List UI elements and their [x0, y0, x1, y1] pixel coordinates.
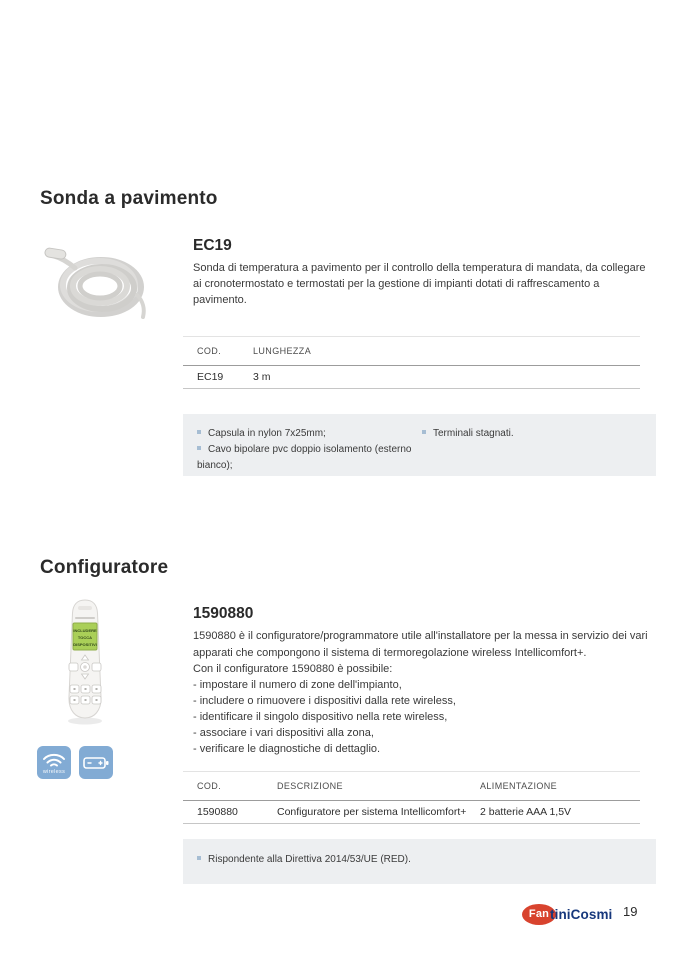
section-title-configuratore: Configuratore — [40, 557, 169, 578]
section-title-sonda: Sonda a pavimento — [40, 188, 218, 209]
bullet-square-icon — [197, 856, 201, 860]
table-row — [183, 366, 640, 388]
bullet-square-icon — [422, 430, 426, 434]
cell-cod: EC19 — [197, 371, 224, 383]
product-image-configurator — [56, 597, 114, 732]
battery-icon — [83, 755, 109, 771]
brand-logo-prefix: Fan — [528, 908, 550, 920]
column-header-descrizione: DESCRIZIONE — [277, 781, 343, 791]
brand-logo — [522, 903, 618, 925]
cell-alimentazione: 2 batterie AAA 1,5V — [480, 806, 572, 818]
column-header-cod: COD. — [197, 781, 222, 791]
column-header-cod: COD. — [197, 346, 222, 356]
configurator-intro2: Con il configuratore 1590880 è possibile: — [193, 663, 393, 675]
product-code-ec19: EC19 — [193, 237, 232, 254]
feature-item: Rispondente alla Direttiva 2014/53/UE (RED). — [197, 852, 646, 868]
capability-item: - associare i vari dispositivi alla zona, — [193, 727, 374, 739]
battery-badge — [79, 746, 113, 779]
bullet-square-icon — [197, 430, 201, 434]
cable-illustration — [44, 233, 150, 329]
table-row — [183, 801, 640, 823]
feature-item: Terminali stagnati. — [422, 426, 646, 442]
feature-item: Cavo bipolare pvc doppio isolamento (esterno bianco); — [197, 444, 412, 471]
divider — [183, 823, 640, 824]
table-header-row — [183, 772, 640, 800]
spec-table-ec19 — [183, 336, 640, 389]
feature-box-1590880 — [183, 839, 656, 884]
wireless-badge-label: wireless — [42, 768, 66, 775]
badge-row — [37, 746, 113, 779]
page-number: 19 — [623, 904, 638, 919]
divider — [183, 388, 640, 389]
cell-cod: 1590880 — [197, 806, 238, 818]
configurator-illustration — [56, 597, 114, 727]
feature-item: Capsula in nylon 7x25mm; — [197, 426, 422, 442]
lcd-line: TOCCA — [77, 635, 93, 640]
configurator-intro: 1590880 è il configuratore/programmatore utile all'installatore per la messa in servizio dei vari apparati che compongono il sistema di termoregolazione wireless Intellicomfort+. — [193, 630, 648, 659]
lcd-line: INCLUDERE — [73, 628, 97, 633]
capability-item: - identificare il singolo dispositivo nella rete wireless, — [193, 711, 448, 723]
column-header-lunghezza: LUNGHEZZA — [253, 346, 312, 356]
product-description-ec19: Sonda di temperatura a pavimento per il controllo della temperatura di mandata, da collegare ai cronotermostato e termostati per la gestione di impianti dotati di raffrescamento a pavimento. — [193, 262, 646, 306]
capability-item: - includere o rimuovere i dispositivi dalla rete wireless, — [193, 695, 456, 707]
column-header-alimentazione: ALIMENTAZIONE — [480, 781, 558, 791]
cell-lunghezza: 3 m — [253, 371, 271, 383]
wifi-icon — [42, 751, 66, 768]
product-image-cable — [44, 233, 150, 334]
capability-item: - impostare il numero di zone dell'impianto, — [193, 679, 402, 691]
wireless-badge — [37, 746, 71, 779]
brand-logo-text: tiniCosmi — [550, 906, 613, 922]
spec-table-1590880 — [183, 771, 640, 824]
lcd-line: DISPOSITIVI — [73, 642, 97, 647]
capability-item: - verificare le diagnostiche di dettaglio. — [193, 743, 381, 755]
configurator-text-block — [193, 628, 655, 757]
product-code-1590880: 1590880 — [193, 605, 254, 622]
bullet-square-icon — [197, 446, 201, 450]
table-header-row — [183, 337, 640, 365]
feature-box-ec19 — [183, 414, 656, 476]
cell-descrizione: Configuratore per sistema Intellicomfort+ — [277, 806, 467, 818]
